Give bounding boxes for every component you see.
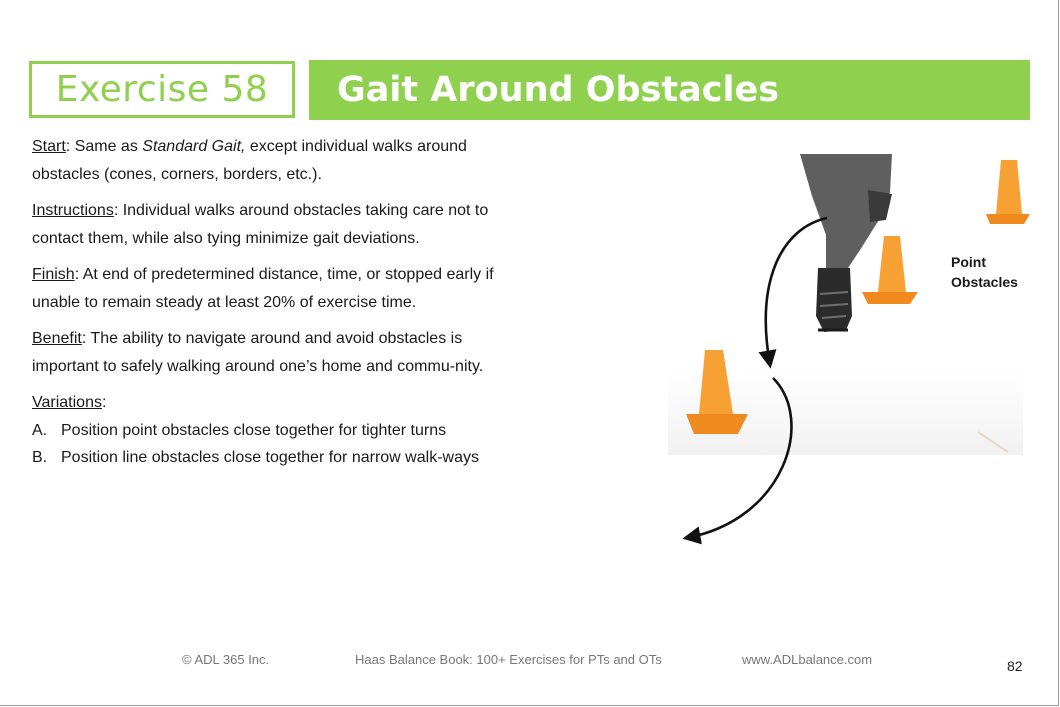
label-line: Obstacles bbox=[951, 274, 1018, 290]
finish-text: : At end of predetermined distance, time, or stopped early if unable to remain steady at least 20% of exercise time. bbox=[32, 266, 494, 311]
benefit-text: : The ability to navigate around and avoid obstacles is important to safely walking around one’s home and commu-nity. bbox=[32, 330, 484, 375]
finish-paragraph bbox=[32, 261, 497, 316]
variations-list bbox=[32, 417, 497, 472]
variation-letter: B. bbox=[32, 449, 48, 466]
point-obstacles-label bbox=[951, 252, 1018, 292]
exercise-photo bbox=[668, 150, 1038, 550]
footer-book-title: Haas Balance Book: 100+ Exercises for PTs and OTs bbox=[355, 652, 662, 667]
walking-legs bbox=[800, 154, 892, 332]
cone-icon bbox=[986, 160, 1030, 224]
exercise-number: Exercise 58 bbox=[55, 69, 269, 110]
benefit-paragraph bbox=[32, 325, 497, 380]
variations-heading bbox=[32, 389, 497, 417]
footer-copyright: © ADL 365 Inc. bbox=[182, 652, 270, 667]
variation-text: Position point obstacles close together for tighter turns bbox=[61, 421, 447, 439]
instructions-text: : Individual walks around obstacles taking care not to contact them, while also tying minimize gait deviations. bbox=[32, 202, 489, 247]
start-italic: Standard Gait, bbox=[142, 138, 246, 155]
label-line: Point bbox=[951, 254, 986, 270]
exercise-description bbox=[32, 133, 497, 472]
instructions-paragraph bbox=[32, 197, 497, 252]
page-title: Gait Around Obstacles bbox=[337, 70, 780, 110]
exercise-number-box bbox=[29, 61, 295, 118]
start-paragraph bbox=[32, 133, 497, 188]
start-text: except individual walks around obstacles (cones, corners, borders, etc.). bbox=[32, 138, 467, 183]
variation-item bbox=[32, 444, 497, 472]
start-pre: : Same as bbox=[65, 138, 143, 155]
finish-label: Finish bbox=[32, 266, 75, 283]
variation-letter: A. bbox=[32, 421, 48, 439]
footer-website: www.ADLbalance.com bbox=[742, 652, 873, 667]
variation-item bbox=[32, 417, 497, 445]
benefit-label: Benefit bbox=[32, 330, 82, 347]
start-label: Start bbox=[32, 138, 66, 155]
instructions-label: Instructions bbox=[32, 202, 114, 219]
cone-icon bbox=[862, 236, 918, 304]
page-number: 82 bbox=[1007, 658, 1023, 674]
variations-label: Variations bbox=[32, 394, 102, 411]
variations-colon: : bbox=[101, 394, 107, 411]
title-bar bbox=[309, 60, 1030, 120]
variation-text: Position line obstacles close together for narrow walk-ways bbox=[61, 449, 479, 466]
